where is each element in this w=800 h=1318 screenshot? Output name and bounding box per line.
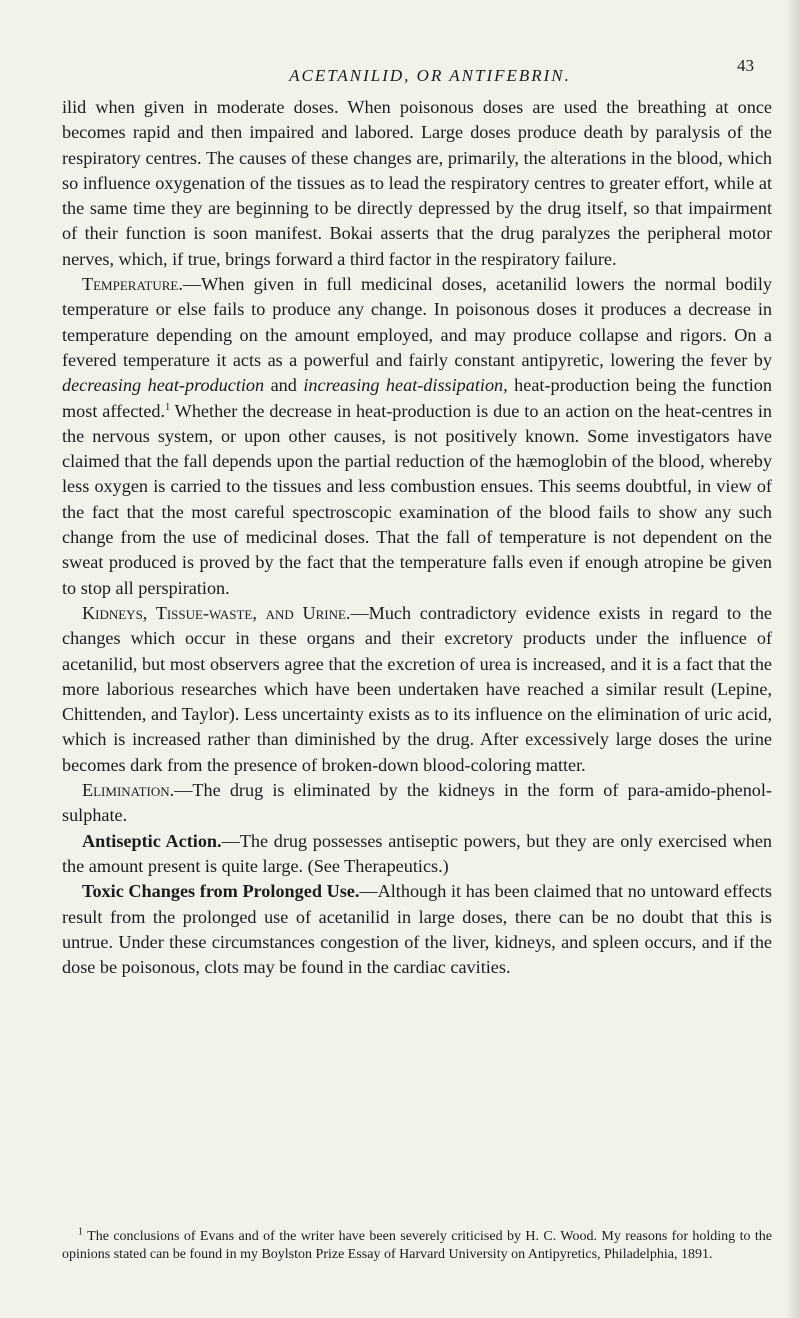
- page-edge-shadow: [786, 0, 800, 1318]
- paragraph-text: —When given in full medicinal doses, acetanilid lowers the normal bodily temperature or else fails to produce any change. In poisonous doses it produces a decrease in temperature depending on the amount employed, and may produce collapse and rigors. On a fevered temperature it acts as a powerful and fairly constant antipyretic, lowering the fever by: [62, 274, 772, 370]
- section-heading-toxic-changes: Toxic Changes from Prolonged Use.: [82, 881, 360, 902]
- running-title: ACETANILID, OR ANTIFEBRIN.: [289, 66, 571, 85]
- paragraph-text: heat-production being the function most affected.: [62, 375, 772, 421]
- section-heading-temperature: Temperature.: [82, 274, 183, 295]
- paragraph-text: and: [264, 375, 304, 396]
- paragraph-text: —The drug is eliminated by the kidneys in the form of para-amido-phenol-sulphate.: [62, 780, 772, 826]
- paragraph-text: Whether the decrease in heat-production is due to an action on the heat-centres in the nervous system, or upon other causes, is not positively known. Some investigators have claimed that the fall depends upon the partial reduction of the hæmoglobin of the blood, whereby less oxygen is carried to the tissues and less combustion ensues. This seems doubtful, in view of the fact that the most careful spectroscopic examination of the blood fails to show any such change from the use of medicinal doses. That the fall of temperature is not dependent on the sweat produced is proved by the fact that the temperature falls even if enough atropine be given to stop all perspiration.: [62, 400, 772, 598]
- footnote: [62, 1228, 772, 1264]
- paragraph-temperature: [62, 272, 772, 601]
- footnote-text: The conclusions of Evans and of the writer have been severely criticised by H. C. Wood. My reasons for holding to the opinions stated can be found in my Boylston Prize Essay of Harvard University on Antipyretics, Philadelphia, 1891.: [62, 1229, 772, 1262]
- paragraph-elimination: [62, 778, 772, 829]
- paragraph-respiration: ilid when given in moderate doses. When poisonous doses are used the breathing at once becomes rapid and then impaired and labored. Large doses produce death by paralysis of the respiratory centres. The causes of these changes are, primarily, the alterations in the blood, which so influence oxygenation of the tissues as to lead the respiratory centres to greater effort, while at the same time they are beginning to be directly depressed by the drug itself, so that impairment of their function is soon manifest. Bokai asserts that the drug paralyzes the peripheral motor nerves, which, if true, brings forward a third factor in the respiratory failure.: [62, 97, 772, 269]
- paragraph-text: —Although it has been claimed that no untoward effects result from the prolonged use of acetanilid in large doses, there can be no doubt that this is untrue. Under these circumstances congestion of the liver, kidneys, and spleen occurs, and if the dose be poisonous, clots may be found in the cardiac cavities.: [62, 881, 772, 978]
- section-heading-antiseptic: Antiseptic Action.: [82, 830, 222, 851]
- footnote-mark: 1: [78, 1226, 83, 1238]
- emphasis-text: increasing heat-dissipation,: [303, 375, 508, 396]
- paragraph-antiseptic: [62, 829, 772, 880]
- paragraph-toxic-changes: [62, 879, 772, 980]
- body-text: [62, 95, 772, 980]
- page-number: 43: [737, 56, 754, 75]
- paragraph-text: —The drug possesses antiseptic powers, but they are only exercised when the amount present is quite large. (See Therapeutics.): [62, 830, 772, 876]
- section-heading-elimination: Elimination.: [82, 780, 175, 801]
- emphasis-text: decreasing heat-production: [62, 375, 265, 396]
- paragraph-text: —Much contradictory evidence exists in regard to the changes which occur in these organs and their excretory products under the influence of acetanilid, but most observers agree that the excretion of urea is increased, and it is a fact that the more laborious researches which have been undertaken have reached a similar result (Lepine, Chittenden, and Taylor). Less uncertainty exists as to its influence on the elimination of uric acid, which is increased rather than diminished by the drug. After excessively large doses the urine becomes dark from the presence of broken-down blood-coloring matter.: [62, 602, 772, 775]
- paragraph-kidneys: [62, 601, 772, 778]
- section-heading-kidneys: Kidneys, Tissue-waste, and Urine.: [82, 602, 351, 623]
- footnote-marker: 1: [165, 401, 171, 413]
